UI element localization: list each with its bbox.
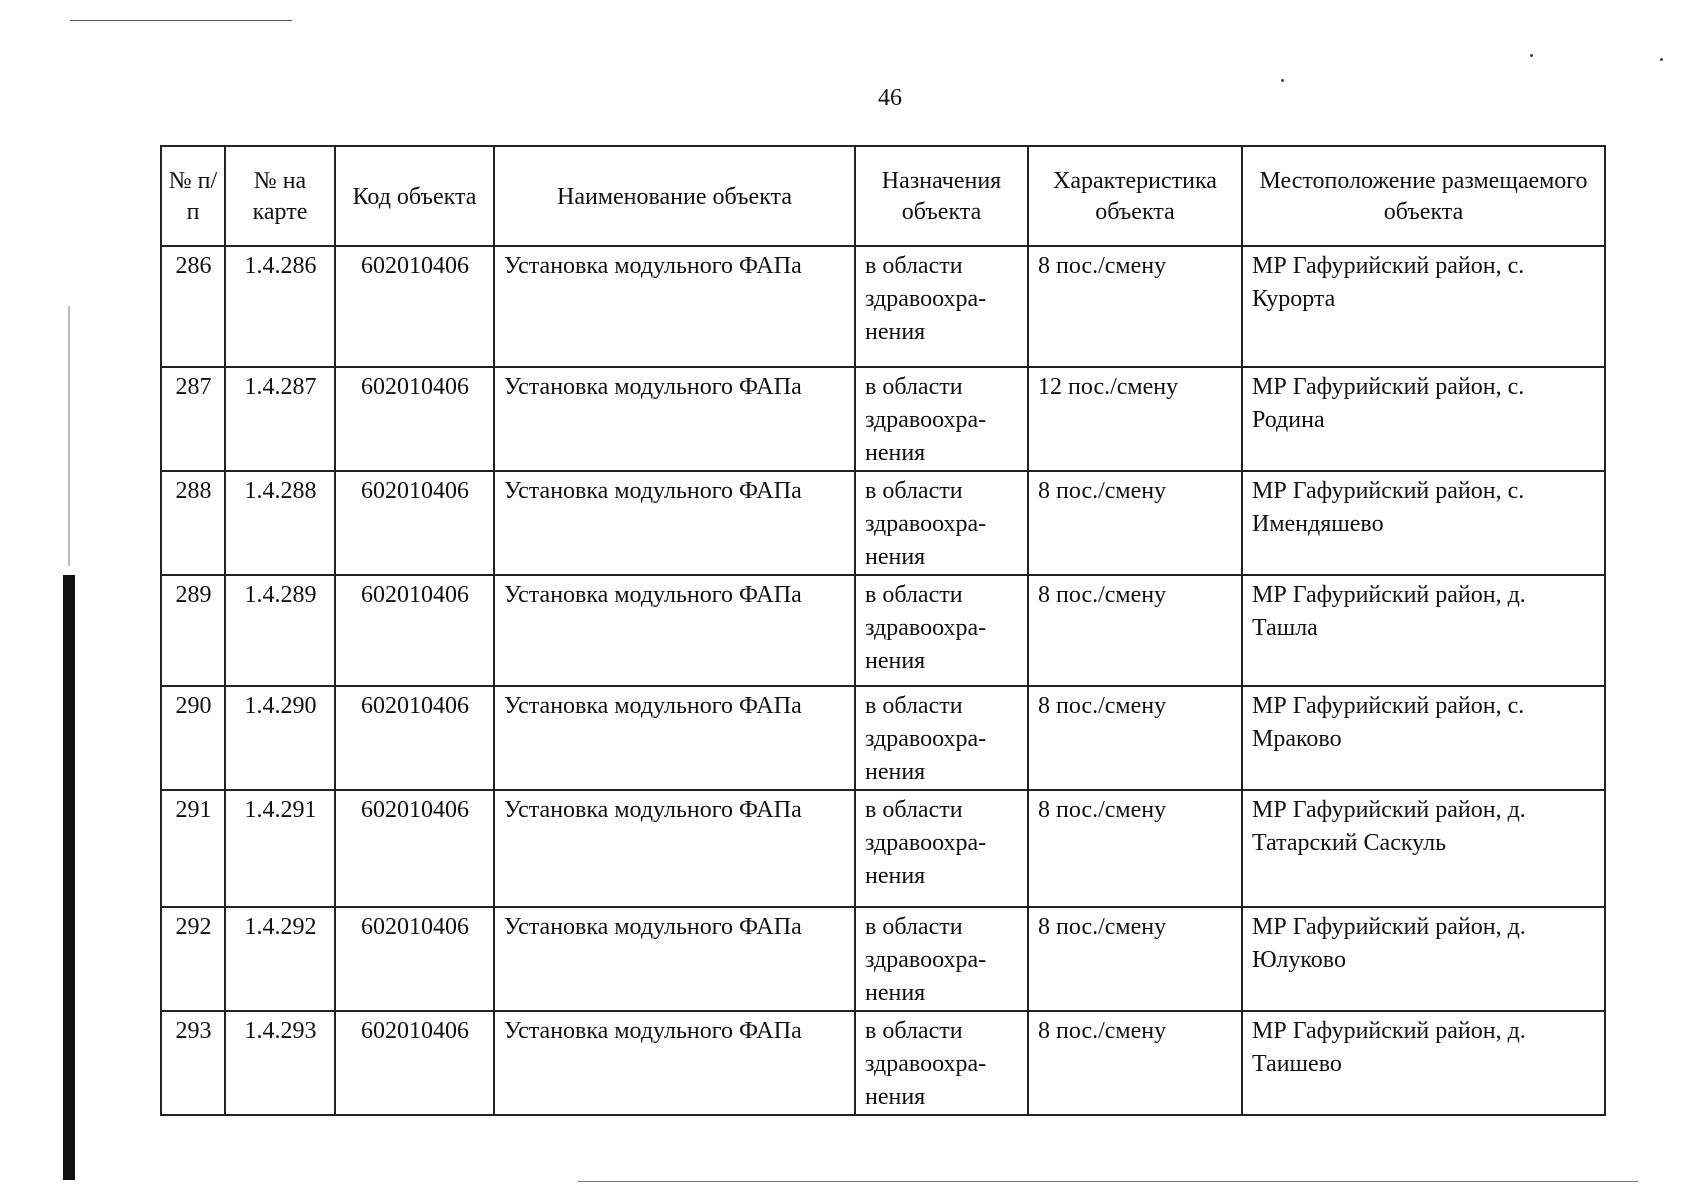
header-object-location: Местоположение размещаемого объекта [1242, 146, 1605, 246]
cell-row-number: 292 [161, 907, 225, 1011]
cell-object-code: 602010406 [335, 1011, 494, 1115]
cell-object-location: МР Гафурийский район, с. Имендяшево [1242, 471, 1605, 575]
cell-row-number: 286 [161, 246, 225, 367]
cell-object-name: Установка модульного ФАПа [494, 471, 855, 575]
table-row [161, 246, 1605, 367]
cell-map-number: 1.4.289 [225, 575, 335, 686]
scan-speck [1660, 58, 1663, 61]
scan-binding-shadow [63, 575, 75, 1180]
table-row [161, 575, 1605, 686]
table-header-row [161, 146, 1605, 246]
header-object-characteristics: Характеристика объекта [1028, 146, 1242, 246]
page-number: 46 [878, 85, 902, 111]
cell-object-characteristics: 8 пос./смену [1028, 471, 1242, 575]
header-object-purpose: Назначения объекта [855, 146, 1028, 246]
scan-speck [1281, 79, 1284, 82]
cell-map-number: 1.4.291 [225, 790, 335, 907]
scan-edge-mark [68, 306, 70, 566]
top-rule [70, 20, 292, 21]
cell-object-purpose: в области здравоохра-нения [855, 246, 1028, 367]
cell-object-purpose: в области здравоохра-нения [855, 367, 1028, 471]
cell-object-name: Установка модульного ФАПа [494, 367, 855, 471]
cell-object-location: МР Гафурийский район, д. Татарский Саскуль [1242, 790, 1605, 907]
cell-map-number: 1.4.290 [225, 686, 335, 790]
cell-object-purpose: в области здравоохра-нения [855, 907, 1028, 1011]
bottom-rule [578, 1181, 1638, 1182]
cell-map-number: 1.4.286 [225, 246, 335, 367]
cell-object-characteristics: 8 пос./смену [1028, 790, 1242, 907]
cell-row-number: 293 [161, 1011, 225, 1115]
cell-object-location: МР Гафурийский район, с. Родина [1242, 367, 1605, 471]
cell-object-location: МР Гафурийский район, с. Мраково [1242, 686, 1605, 790]
cell-object-characteristics: 12 пос./смену [1028, 367, 1242, 471]
cell-object-characteristics: 8 пос./смену [1028, 246, 1242, 367]
header-map-number: № на карте [225, 146, 335, 246]
cell-object-name: Установка модульного ФАПа [494, 790, 855, 907]
header-row-number: № п/п [161, 146, 225, 246]
cell-row-number: 289 [161, 575, 225, 686]
cell-object-code: 602010406 [335, 367, 494, 471]
table-row [161, 790, 1605, 907]
cell-object-purpose: в области здравоохра-нения [855, 471, 1028, 575]
cell-row-number: 288 [161, 471, 225, 575]
cell-object-code: 602010406 [335, 575, 494, 686]
cell-object-location: МР Гафурийский район, д. Таишево [1242, 1011, 1605, 1115]
table-row [161, 907, 1605, 1011]
cell-object-name: Установка модульного ФАПа [494, 686, 855, 790]
cell-object-name: Установка модульного ФАПа [494, 246, 855, 367]
cell-object-name: Установка модульного ФАПа [494, 1011, 855, 1115]
table-row [161, 471, 1605, 575]
cell-object-purpose: в области здравоохра-нения [855, 1011, 1028, 1115]
cell-object-purpose: в области здравоохра-нения [855, 686, 1028, 790]
cell-row-number: 291 [161, 790, 225, 907]
cell-object-purpose: в области здравоохра-нения [855, 790, 1028, 907]
cell-object-location: МР Гафурийский район, с. Курорта [1242, 246, 1605, 367]
cell-object-code: 602010406 [335, 246, 494, 367]
cell-object-purpose: в области здравоохра-нения [855, 575, 1028, 686]
cell-row-number: 290 [161, 686, 225, 790]
header-object-code: Код объекта [335, 146, 494, 246]
cell-object-name: Установка модульного ФАПа [494, 575, 855, 686]
objects-table [160, 145, 1606, 1116]
cell-map-number: 1.4.287 [225, 367, 335, 471]
table-row [161, 367, 1605, 471]
cell-object-location: МР Гафурийский район, д. Ташла [1242, 575, 1605, 686]
table-row [161, 1011, 1605, 1115]
cell-object-code: 602010406 [335, 686, 494, 790]
cell-object-code: 602010406 [335, 907, 494, 1011]
cell-object-code: 602010406 [335, 471, 494, 575]
cell-map-number: 1.4.293 [225, 1011, 335, 1115]
scan-speck [1530, 54, 1533, 57]
cell-object-characteristics: 8 пос./смену [1028, 1011, 1242, 1115]
cell-object-location: МР Гафурийский район, д. Юлуково [1242, 907, 1605, 1011]
cell-map-number: 1.4.292 [225, 907, 335, 1011]
cell-object-name: Установка модульного ФАПа [494, 907, 855, 1011]
cell-row-number: 287 [161, 367, 225, 471]
cell-map-number: 1.4.288 [225, 471, 335, 575]
cell-object-characteristics: 8 пос./смену [1028, 686, 1242, 790]
header-object-name: Наименование объекта [494, 146, 855, 246]
cell-object-code: 602010406 [335, 790, 494, 907]
cell-object-characteristics: 8 пос./смену [1028, 907, 1242, 1011]
table-row [161, 686, 1605, 790]
cell-object-characteristics: 8 пос./смену [1028, 575, 1242, 686]
